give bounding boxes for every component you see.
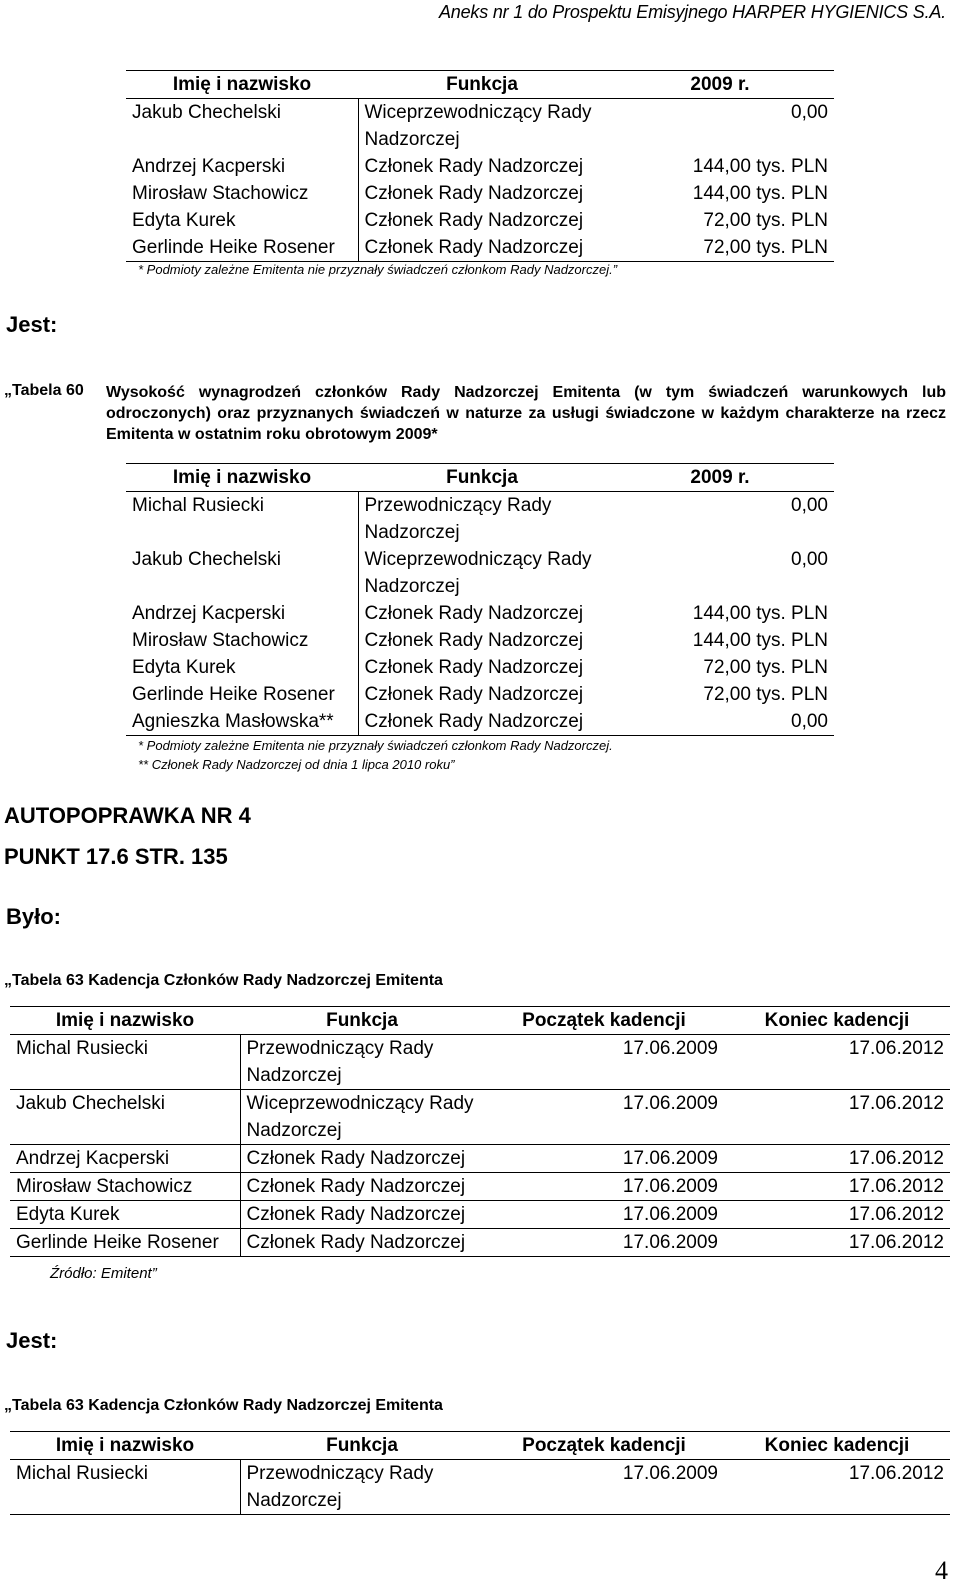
term-table-new bbox=[10, 1431, 950, 1515]
table-cell: Przewodniczący Rady Nadzorczej bbox=[240, 1460, 484, 1515]
table-cell: 17.06.2012 bbox=[724, 1035, 950, 1090]
header-term-end: Koniec kadencji bbox=[724, 1007, 950, 1035]
table-cell: 0,00 bbox=[791, 495, 828, 516]
table-cell: Jakub Chechelski bbox=[132, 549, 281, 570]
table-note: * Podmioty zależne Emitenta nie przyznały świadczeń członkom Rady Nadzorczej. bbox=[138, 738, 613, 753]
table-cell: Edyta Kurek bbox=[132, 657, 236, 678]
table-cell: Wiceprzewodniczący Rady Nadzorczej bbox=[358, 99, 606, 154]
table-cell: Mirosław Stachowicz bbox=[132, 183, 309, 204]
table-cell: Przewodniczący Rady Nadzorczej bbox=[358, 492, 606, 547]
table-cell: 17.06.2012 bbox=[724, 1173, 950, 1201]
table-cell: 72,00 tys. PLN bbox=[703, 657, 828, 678]
table-cell: Gerlinde Heike Rosener bbox=[126, 234, 358, 262]
table-row bbox=[126, 207, 834, 234]
term-table-old bbox=[10, 1006, 950, 1257]
table-row bbox=[10, 1173, 950, 1201]
table-cell: 17.06.2009 bbox=[484, 1035, 724, 1090]
bylo-label: Było: bbox=[6, 904, 61, 929]
table-cell: Członek Rady Nadzorczej bbox=[240, 1201, 484, 1229]
table-cell: 17.06.2009 bbox=[484, 1145, 724, 1173]
table-note-2: ** Członek Rady Nadzorczej od dnia 1 lipca 2010 roku” bbox=[138, 757, 455, 772]
table-row bbox=[126, 99, 834, 154]
table-header-row bbox=[126, 71, 834, 99]
table-cell: Jakub Chechelski bbox=[10, 1090, 240, 1145]
table-row bbox=[126, 654, 834, 681]
header-term-start: Początek kadencji bbox=[484, 1432, 724, 1460]
table-cell: Andrzej Kacperski bbox=[132, 156, 286, 177]
table-cell: Członek Rady Nadzorczej bbox=[358, 207, 606, 234]
header-term-end: Koniec kadencji bbox=[724, 1432, 950, 1460]
table-row bbox=[126, 627, 834, 654]
header-function: Funkcja bbox=[240, 1007, 484, 1035]
table-cell: Członek Rady Nadzorczej bbox=[240, 1145, 484, 1173]
table-row bbox=[126, 708, 834, 736]
table-caption: Wysokość wynagrodzeń członków Rady Nadzorczej Emitenta (w tym świadczeń warunkowych lub odroczonych) oraz przyznanych świadczeń w naturze za usługi świadczone w każdym charakterze na rzecz Emitenta w ostatnim roku obrotowym 2009* bbox=[106, 384, 946, 443]
table-cell: 0,00 bbox=[791, 102, 828, 123]
header-function: Funkcja bbox=[358, 464, 606, 492]
amendment-title: AUTOPOPRAWKA NR 4 bbox=[4, 803, 251, 828]
header-year: 2009 r. bbox=[606, 71, 834, 99]
table-cell: Członek Rady Nadzorczej bbox=[358, 180, 606, 207]
table-cell: Członek Rady Nadzorczej bbox=[358, 153, 606, 180]
table-cell: Edyta Kurek bbox=[10, 1201, 240, 1229]
table-cell: 17.06.2009 bbox=[484, 1460, 724, 1515]
table-cell: Gerlinde Heike Rosener bbox=[132, 684, 335, 705]
table-cell: Członek Rady Nadzorczej bbox=[240, 1229, 484, 1257]
table-cell: Gerlinde Heike Rosener bbox=[10, 1229, 240, 1257]
table-caption: „Tabela 63 Kadencja Członków Rady Nadzorczej Emitenta bbox=[4, 972, 443, 989]
table-row bbox=[126, 234, 834, 262]
table-cell: Michal Rusiecki bbox=[10, 1035, 240, 1090]
header-name: Imię i nazwisko bbox=[10, 1432, 240, 1460]
table-row bbox=[126, 492, 834, 547]
table-cell: 17.06.2012 bbox=[724, 1460, 950, 1515]
table-row bbox=[126, 153, 834, 180]
table-cell: Członek Rady Nadzorczej bbox=[358, 627, 606, 654]
table-cell: 17.06.2012 bbox=[724, 1201, 950, 1229]
section-reference: PUNKT 17.6 STR. 135 bbox=[4, 844, 228, 869]
table-cell: 72,00 tys. PLN bbox=[703, 210, 828, 231]
table-caption-prefix: „Tabela 60 bbox=[4, 382, 84, 399]
table-row bbox=[10, 1090, 950, 1145]
table-row bbox=[126, 546, 834, 600]
table-cell: 17.06.2012 bbox=[724, 1145, 950, 1173]
table-cell: 144,00 tys. PLN bbox=[692, 630, 828, 651]
table-row bbox=[10, 1229, 950, 1257]
table-cell: 72,00 tys. PLN bbox=[703, 684, 828, 705]
table-cell: 17.06.2009 bbox=[484, 1229, 724, 1257]
table-row bbox=[10, 1035, 950, 1090]
table-cell: Przewodniczący Rady Nadzorczej bbox=[240, 1035, 484, 1090]
document-header: Aneks nr 1 do Prospektu Emisyjnego HARPER HYGIENICS S.A. bbox=[438, 2, 946, 22]
table-cell: 144,00 tys. PLN bbox=[692, 603, 828, 624]
table-cell: 0,00 bbox=[606, 708, 834, 736]
table-cell: 0,00 bbox=[791, 549, 828, 570]
table-cell: Michal Rusiecki bbox=[10, 1460, 240, 1515]
table-cell: Edyta Kurek bbox=[132, 210, 236, 231]
table-cell: Michal Rusiecki bbox=[132, 495, 264, 516]
table-cell: Mirosław Stachowicz bbox=[132, 630, 309, 651]
table-row bbox=[10, 1460, 950, 1515]
table-source: Źródło: Emitent” bbox=[50, 1265, 157, 1282]
table-row bbox=[126, 681, 834, 708]
table-cell: 17.06.2009 bbox=[484, 1090, 724, 1145]
table-cell: 17.06.2012 bbox=[724, 1229, 950, 1257]
table-cell: Mirosław Stachowicz bbox=[10, 1173, 240, 1201]
table-cell: 17.06.2009 bbox=[484, 1201, 724, 1229]
table-cell: Członek Rady Nadzorczej bbox=[358, 654, 606, 681]
table-cell: 17.06.2012 bbox=[724, 1090, 950, 1145]
header-function: Funkcja bbox=[240, 1432, 484, 1460]
table-cell: Członek Rady Nadzorczej bbox=[358, 708, 606, 736]
table-cell: Członek Rady Nadzorczej bbox=[240, 1173, 484, 1201]
table-cell: Wiceprzewodniczący Rady Nadzorczej bbox=[240, 1090, 484, 1145]
header-name: Imię i nazwisko bbox=[10, 1007, 240, 1035]
table-cell: Agnieszka Masłowska** bbox=[126, 708, 358, 736]
table-note: * Podmioty zależne Emitenta nie przyznały świadczeń członkom Rady Nadzorczej.” bbox=[138, 262, 618, 277]
table-row bbox=[126, 600, 834, 627]
table-cell: Wiceprzewodniczący Rady Nadzorczej bbox=[358, 546, 606, 600]
remuneration-table-old bbox=[126, 70, 834, 262]
table-header-row bbox=[10, 1432, 950, 1460]
header-year: 2009 r. bbox=[606, 464, 834, 492]
jest-label: Jest: bbox=[6, 312, 58, 337]
table-cell: Jakub Chechelski bbox=[132, 102, 281, 123]
header-name: Imię i nazwisko bbox=[126, 464, 358, 492]
remuneration-table-new bbox=[126, 463, 834, 736]
table-row bbox=[10, 1201, 950, 1229]
table-cell: 144,00 tys. PLN bbox=[692, 183, 828, 204]
table-cell: Członek Rady Nadzorczej bbox=[358, 234, 606, 262]
header-term-start: Początek kadencji bbox=[484, 1007, 724, 1035]
table-cell: Andrzej Kacperski bbox=[10, 1145, 240, 1173]
table-cell: 17.06.2009 bbox=[484, 1173, 724, 1201]
table-row bbox=[126, 180, 834, 207]
table-cell: Członek Rady Nadzorczej bbox=[358, 681, 606, 708]
table-cell: 144,00 tys. PLN bbox=[692, 156, 828, 177]
page-number: 4 bbox=[935, 1556, 948, 1585]
table-caption: „Tabela 63 Kadencja Członków Rady Nadzorczej Emitenta bbox=[4, 1397, 443, 1414]
table-cell: Andrzej Kacperski bbox=[132, 603, 286, 624]
jest-label: Jest: bbox=[6, 1328, 58, 1353]
table-header-row bbox=[126, 464, 834, 492]
header-function: Funkcja bbox=[358, 71, 606, 99]
header-name: Imię i nazwisko bbox=[126, 71, 358, 99]
table-row bbox=[10, 1145, 950, 1173]
table-cell: 72,00 tys. PLN bbox=[606, 234, 834, 262]
table-header-row bbox=[10, 1007, 950, 1035]
table-cell: Członek Rady Nadzorczej bbox=[358, 600, 606, 627]
